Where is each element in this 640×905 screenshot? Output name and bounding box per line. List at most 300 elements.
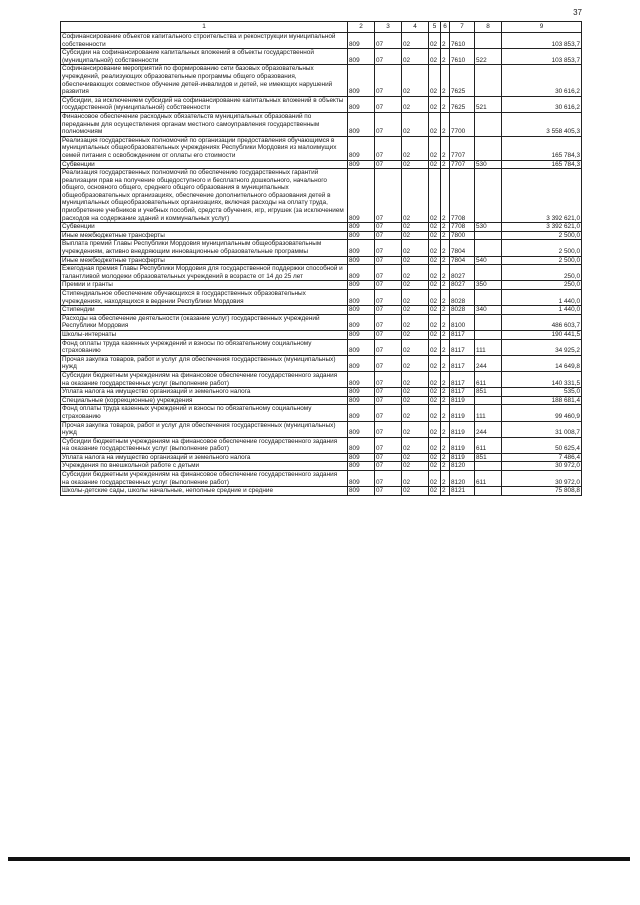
section-code: 07: [375, 33, 402, 49]
row-name: Реализация государственных полномочий по обеспечению государственных гарантий реализации прав на получение общедоступного и бесплатного дошкольного, начального общего, основного общего, среднего общего образования в муниципальных общеобразовательных организациях, обеспечение дополнительного образования детей в муниципальных общеобразовательных организациях, включая расходы на оплату труда, приобретение учебников и учебных пособий, средств обучения, игр, игрушек (за исключением расходов на содержание зданий и коммунальных услуг): [61, 169, 348, 223]
expense-type-code: 522: [475, 49, 502, 65]
section-code: 07: [375, 231, 402, 240]
subprogram-code: 2: [441, 421, 450, 437]
table-row: [61, 136, 582, 160]
section-code: 07: [375, 314, 402, 330]
chapter-code: 809: [348, 96, 375, 112]
row-name: Выплата премий Главы Республики Мордовия муниципальным общеобразовательным учреждениям, активно внедряющим инновационные образовательные программы: [61, 240, 348, 256]
expense-type-code: 851: [475, 388, 502, 397]
amount: 1 440,0: [502, 306, 582, 315]
target-code: 8119: [450, 453, 475, 462]
program-code: 02: [429, 136, 441, 160]
program-code: 02: [429, 290, 441, 306]
row-name: Субвенции: [61, 223, 348, 232]
chapter-code: 809: [348, 388, 375, 397]
program-code: 02: [429, 49, 441, 65]
section-code: 07: [375, 405, 402, 421]
section-code: 07: [375, 437, 402, 453]
row-name: Фонд оплаты труда казенных учреждений и взносы по обязательному социальному страхованию: [61, 339, 348, 355]
subsection-code: 02: [402, 405, 429, 421]
amount: 250,0: [502, 265, 582, 281]
table-row: [61, 65, 582, 96]
program-code: 02: [429, 471, 441, 487]
subprogram-code: 2: [441, 281, 450, 290]
subprogram-code: 2: [441, 371, 450, 387]
target-code: 7708: [450, 223, 475, 232]
section-code: 07: [375, 112, 402, 136]
expense-type-code: [475, 65, 502, 96]
row-name: Софинансирование мероприятий по формированию сети базовых образовательных учреждений, реализующих образовательные программы общего образования, обеспечивающих совместное обучение детей-инвалидов и детей, не имеющих нарушений развития: [61, 65, 348, 96]
program-code: 02: [429, 462, 441, 471]
expense-type-code: 244: [475, 421, 502, 437]
section-code: 07: [375, 160, 402, 169]
row-name: Субвенции: [61, 160, 348, 169]
section-code: 07: [375, 421, 402, 437]
program-code: 02: [429, 112, 441, 136]
subsection-code: 02: [402, 330, 429, 339]
expense-type-code: 521: [475, 96, 502, 112]
amount: 103 853,7: [502, 33, 582, 49]
chapter-code: 809: [348, 49, 375, 65]
subprogram-code: 2: [441, 355, 450, 371]
table-row: [61, 355, 582, 371]
page-bottom-rule: [8, 857, 630, 861]
expense-type-code: 111: [475, 405, 502, 421]
chapter-code: 809: [348, 355, 375, 371]
subsection-code: 02: [402, 437, 429, 453]
column-header: 7: [450, 22, 475, 33]
amount: 188 681,4: [502, 396, 582, 405]
amount: 165 784,3: [502, 136, 582, 160]
program-code: 02: [429, 231, 441, 240]
expense-type-code: [475, 112, 502, 136]
subsection-code: 02: [402, 49, 429, 65]
column-header: 3: [375, 22, 402, 33]
section-code: 07: [375, 265, 402, 281]
expense-type-code: [475, 169, 502, 223]
chapter-code: 809: [348, 136, 375, 160]
section-code: 07: [375, 355, 402, 371]
row-name: Школы-интернаты: [61, 330, 348, 339]
target-code: 7800: [450, 231, 475, 240]
chapter-code: 809: [348, 265, 375, 281]
subprogram-code: 2: [441, 462, 450, 471]
column-header: 2: [348, 22, 375, 33]
section-code: 07: [375, 96, 402, 112]
table-row: [61, 265, 582, 281]
row-name: Уплата налога на имущество организаций и земельного налога: [61, 388, 348, 397]
subprogram-code: 2: [441, 33, 450, 49]
amount: 14 649,8: [502, 355, 582, 371]
amount: 486 603,7: [502, 314, 582, 330]
amount: 165 784,3: [502, 160, 582, 169]
table-row: [61, 396, 582, 405]
program-code: 02: [429, 240, 441, 256]
amount: 99 460,9: [502, 405, 582, 421]
amount: 103 853,7: [502, 49, 582, 65]
amount: 30 972,0: [502, 462, 582, 471]
table-row: [61, 96, 582, 112]
subsection-code: 02: [402, 33, 429, 49]
subsection-code: 02: [402, 306, 429, 315]
chapter-code: 809: [348, 487, 375, 496]
subprogram-code: 2: [441, 240, 450, 256]
page-number: 37: [573, 8, 582, 17]
program-code: 02: [429, 96, 441, 112]
amount: 1 440,0: [502, 290, 582, 306]
table-row: [61, 49, 582, 65]
chapter-code: 809: [348, 223, 375, 232]
section-code: 07: [375, 471, 402, 487]
subprogram-code: 2: [441, 223, 450, 232]
row-name: Иные межбюджетные трансферты: [61, 231, 348, 240]
section-code: 07: [375, 49, 402, 65]
subprogram-code: 2: [441, 136, 450, 160]
column-header: 9: [502, 22, 582, 33]
table-row: [61, 388, 582, 397]
chapter-code: 809: [348, 33, 375, 49]
subsection-code: 02: [402, 281, 429, 290]
expense-type-code: [475, 290, 502, 306]
expense-type-code: [475, 487, 502, 496]
program-code: 02: [429, 371, 441, 387]
table-row: [61, 371, 582, 387]
subsection-code: 02: [402, 265, 429, 281]
program-code: 02: [429, 339, 441, 355]
amount: 3 392 621,0: [502, 223, 582, 232]
chapter-code: 809: [348, 240, 375, 256]
subsection-code: 02: [402, 355, 429, 371]
expense-type-code: 340: [475, 306, 502, 315]
amount: 30 972,0: [502, 471, 582, 487]
amount: 2 500,0: [502, 231, 582, 240]
row-name: Фонд оплаты труда казенных учреждений и взносы по обязательному социальному страхованию: [61, 405, 348, 421]
target-code: 7804: [450, 256, 475, 265]
subsection-code: 02: [402, 136, 429, 160]
subprogram-code: 2: [441, 231, 450, 240]
target-code: 8028: [450, 306, 475, 315]
program-code: 02: [429, 281, 441, 290]
target-code: 8027: [450, 281, 475, 290]
section-code: 07: [375, 396, 402, 405]
chapter-code: 809: [348, 306, 375, 315]
subprogram-code: 2: [441, 405, 450, 421]
chapter-code: 809: [348, 371, 375, 387]
chapter-code: 809: [348, 437, 375, 453]
subsection-code: 02: [402, 314, 429, 330]
subprogram-code: 2: [441, 112, 450, 136]
amount: 2 500,0: [502, 240, 582, 256]
subprogram-code: 2: [441, 314, 450, 330]
program-code: 02: [429, 396, 441, 405]
section-code: 07: [375, 240, 402, 256]
program-code: 02: [429, 256, 441, 265]
subprogram-code: 2: [441, 306, 450, 315]
subsection-code: 02: [402, 421, 429, 437]
row-name: Специальные (коррекционные) учреждения: [61, 396, 348, 405]
column-header: 4: [402, 22, 429, 33]
target-code: 8117: [450, 388, 475, 397]
subprogram-code: 2: [441, 396, 450, 405]
target-code: 8117: [450, 355, 475, 371]
expense-type-code: 350: [475, 281, 502, 290]
row-name: Прочая закупка товаров, работ и услуг для обеспечения государственных (муниципальных) нужд: [61, 421, 348, 437]
row-name: Уплата налога на имущество организаций и земельного налога: [61, 453, 348, 462]
target-code: 8117: [450, 371, 475, 387]
expense-type-code: [475, 33, 502, 49]
section-code: 07: [375, 371, 402, 387]
section-code: 07: [375, 290, 402, 306]
amount: 3 392 621,0: [502, 169, 582, 223]
column-header: 6: [441, 22, 450, 33]
program-code: 02: [429, 355, 441, 371]
table-row: [61, 256, 582, 265]
chapter-code: 809: [348, 231, 375, 240]
expense-type-code: 530: [475, 160, 502, 169]
chapter-code: 809: [348, 339, 375, 355]
program-code: 02: [429, 223, 441, 232]
subprogram-code: 2: [441, 453, 450, 462]
subsection-code: 02: [402, 112, 429, 136]
table-row: [61, 112, 582, 136]
expense-type-code: [475, 136, 502, 160]
chapter-code: 809: [348, 405, 375, 421]
table-row: [61, 405, 582, 421]
chapter-code: 809: [348, 421, 375, 437]
subprogram-code: 2: [441, 437, 450, 453]
expense-type-code: 540: [475, 256, 502, 265]
row-name: Прочая закупка товаров, работ и услуг для обеспечения государственных (муниципальных) нужд: [61, 355, 348, 371]
subprogram-code: 2: [441, 339, 450, 355]
row-name: Софинансирование объектов капитального строительства и реконструкции муниципальной собственности: [61, 33, 348, 49]
table-row: [61, 281, 582, 290]
subsection-code: 02: [402, 462, 429, 471]
target-code: 7708: [450, 169, 475, 223]
row-name: Премии и гранты: [61, 281, 348, 290]
target-code: 8119: [450, 437, 475, 453]
expense-type-code: [475, 231, 502, 240]
expense-type-code: 111: [475, 339, 502, 355]
subsection-code: 02: [402, 256, 429, 265]
expense-type-code: [475, 396, 502, 405]
expense-type-code: 611: [475, 437, 502, 453]
row-name: Иные межбюджетные трансферты: [61, 256, 348, 265]
section-code: 07: [375, 136, 402, 160]
row-name: Субсидии бюджетным учреждениям на финансовое обеспечение государственного задания на оказание государственных услуг (выполнение работ): [61, 371, 348, 387]
amount: 2 500,0: [502, 256, 582, 265]
subprogram-code: 2: [441, 330, 450, 339]
target-code: 7707: [450, 160, 475, 169]
subsection-code: 02: [402, 223, 429, 232]
subprogram-code: 2: [441, 49, 450, 65]
subsection-code: 02: [402, 453, 429, 462]
section-code: 07: [375, 339, 402, 355]
subsection-code: 02: [402, 339, 429, 355]
program-code: 02: [429, 33, 441, 49]
amount: 50 625,4: [502, 437, 582, 453]
program-code: 02: [429, 265, 441, 281]
chapter-code: 809: [348, 290, 375, 306]
column-header: 8: [475, 22, 502, 33]
row-name: Стипендиальное обеспечение обучающихся в государственных образовательных учреждениях, находящихся в ведении Республики Мордовия: [61, 290, 348, 306]
target-code: 7610: [450, 49, 475, 65]
subsection-code: 02: [402, 487, 429, 496]
amount: 30 616,2: [502, 65, 582, 96]
section-code: 07: [375, 306, 402, 315]
expense-type-code: 611: [475, 471, 502, 487]
section-code: 07: [375, 65, 402, 96]
target-code: 7610: [450, 33, 475, 49]
chapter-code: 809: [348, 453, 375, 462]
subprogram-code: 2: [441, 169, 450, 223]
program-code: 02: [429, 306, 441, 315]
table-row: [61, 330, 582, 339]
target-code: 8027: [450, 265, 475, 281]
row-name: Субсидии бюджетным учреждениям на финансовое обеспечение государственного задания на оказание государственных услуг (выполнение работ): [61, 471, 348, 487]
target-code: 7625: [450, 65, 475, 96]
expense-type-code: [475, 462, 502, 471]
amount: 31 008,7: [502, 421, 582, 437]
amount: 30 616,2: [502, 96, 582, 112]
subsection-code: 02: [402, 290, 429, 306]
target-code: 8121: [450, 487, 475, 496]
chapter-code: 809: [348, 471, 375, 487]
subprogram-code: 2: [441, 290, 450, 306]
table-row: [61, 462, 582, 471]
chapter-code: 809: [348, 160, 375, 169]
column-header: 1: [61, 22, 348, 33]
table-row: [61, 339, 582, 355]
section-code: 07: [375, 388, 402, 397]
section-code: 07: [375, 462, 402, 471]
table-row: [61, 160, 582, 169]
table-row: [61, 240, 582, 256]
table-row: [61, 169, 582, 223]
row-name: Ежегодная премия Главы Республики Мордовия для государственной поддержки способной и талантливой молодежи образовательных учреждений в возрасте от 14 до 25 лет: [61, 265, 348, 281]
section-code: 07: [375, 330, 402, 339]
amount: 140 331,5: [502, 371, 582, 387]
expense-type-code: 611: [475, 371, 502, 387]
expense-type-code: [475, 265, 502, 281]
row-name: Школы-детские сады, школы начальные, неполные средние и средние: [61, 487, 348, 496]
program-code: 02: [429, 388, 441, 397]
subprogram-code: 2: [441, 65, 450, 96]
subsection-code: 02: [402, 396, 429, 405]
subprogram-code: 2: [441, 160, 450, 169]
target-code: 7707: [450, 136, 475, 160]
table-row: [61, 453, 582, 462]
amount: 3 558 405,3: [502, 112, 582, 136]
chapter-code: 809: [348, 169, 375, 223]
section-code: 07: [375, 256, 402, 265]
program-code: 02: [429, 437, 441, 453]
amount: 535,0: [502, 388, 582, 397]
chapter-code: 809: [348, 65, 375, 96]
table-row: [61, 231, 582, 240]
table-row: [61, 306, 582, 315]
chapter-code: 809: [348, 396, 375, 405]
subsection-code: 02: [402, 231, 429, 240]
target-code: 7625: [450, 96, 475, 112]
row-name: Реализация государственных полномочий по организации предоставления обучающимся в муниципальных общеобразовательных учреждениях Республики Мордовия из малоимущих семей питания с освобождением от оплаты его стоимости: [61, 136, 348, 160]
table-row: [61, 437, 582, 453]
target-code: 8028: [450, 290, 475, 306]
table-row: [61, 314, 582, 330]
target-code: 8117: [450, 339, 475, 355]
subsection-code: 02: [402, 240, 429, 256]
target-code: 8100: [450, 314, 475, 330]
program-code: 02: [429, 169, 441, 223]
amount: 34 925,2: [502, 339, 582, 355]
subprogram-code: 2: [441, 265, 450, 281]
row-name: Субсидии бюджетным учреждениям на финансовое обеспечение государственного задания на оказание государственных услуг (выполнение работ): [61, 437, 348, 453]
section-code: 07: [375, 169, 402, 223]
amount: 250,0: [502, 281, 582, 290]
section-code: 07: [375, 281, 402, 290]
chapter-code: 809: [348, 314, 375, 330]
expense-type-code: 244: [475, 355, 502, 371]
subprogram-code: 2: [441, 388, 450, 397]
column-header: 5: [429, 22, 441, 33]
target-code: 7804: [450, 240, 475, 256]
subsection-code: 02: [402, 388, 429, 397]
amount: 190 441,5: [502, 330, 582, 339]
table-row: [61, 290, 582, 306]
subprogram-code: 2: [441, 256, 450, 265]
subprogram-code: 2: [441, 96, 450, 112]
program-code: 02: [429, 453, 441, 462]
section-code: 07: [375, 487, 402, 496]
row-name: Субсидии на софинансирование капитальных вложений в объекты государственной (муниципальной) собственности: [61, 49, 348, 65]
chapter-code: 809: [348, 112, 375, 136]
chapter-code: 809: [348, 330, 375, 339]
amount: 75 808,8: [502, 487, 582, 496]
expense-type-code: [475, 314, 502, 330]
chapter-code: 809: [348, 462, 375, 471]
row-name: Стипендии: [61, 306, 348, 315]
program-code: 02: [429, 65, 441, 96]
row-name: Финансовое обеспечение расходных обязательств муниципальных образований по переданным для осуществления органам местного самоуправления государственным полномочиям: [61, 112, 348, 136]
program-code: 02: [429, 405, 441, 421]
table-row: [61, 471, 582, 487]
target-code: 8120: [450, 462, 475, 471]
target-code: 8117: [450, 330, 475, 339]
target-code: 8119: [450, 405, 475, 421]
program-code: 02: [429, 160, 441, 169]
table-row: [61, 223, 582, 232]
target-code: 8119: [450, 396, 475, 405]
subprogram-code: 2: [441, 471, 450, 487]
row-name: Субсидии, за исключением субсидий на софинансирование капитальных вложений в объекты государственной (муниципальной) собственности: [61, 96, 348, 112]
expense-type-code: 530: [475, 223, 502, 232]
chapter-code: 809: [348, 256, 375, 265]
subsection-code: 02: [402, 471, 429, 487]
target-code: 8120: [450, 471, 475, 487]
expense-type-code: 851: [475, 453, 502, 462]
row-name: Учреждения по внешкольной работе с детьми: [61, 462, 348, 471]
header-row: [61, 22, 582, 33]
expense-type-code: [475, 240, 502, 256]
program-code: 02: [429, 421, 441, 437]
expense-type-code: [475, 330, 502, 339]
table-row: [61, 487, 582, 496]
program-code: 02: [429, 330, 441, 339]
budget-table: [60, 21, 582, 496]
subsection-code: 02: [402, 96, 429, 112]
table-row: [61, 33, 582, 49]
subprogram-code: 2: [441, 487, 450, 496]
chapter-code: 809: [348, 281, 375, 290]
